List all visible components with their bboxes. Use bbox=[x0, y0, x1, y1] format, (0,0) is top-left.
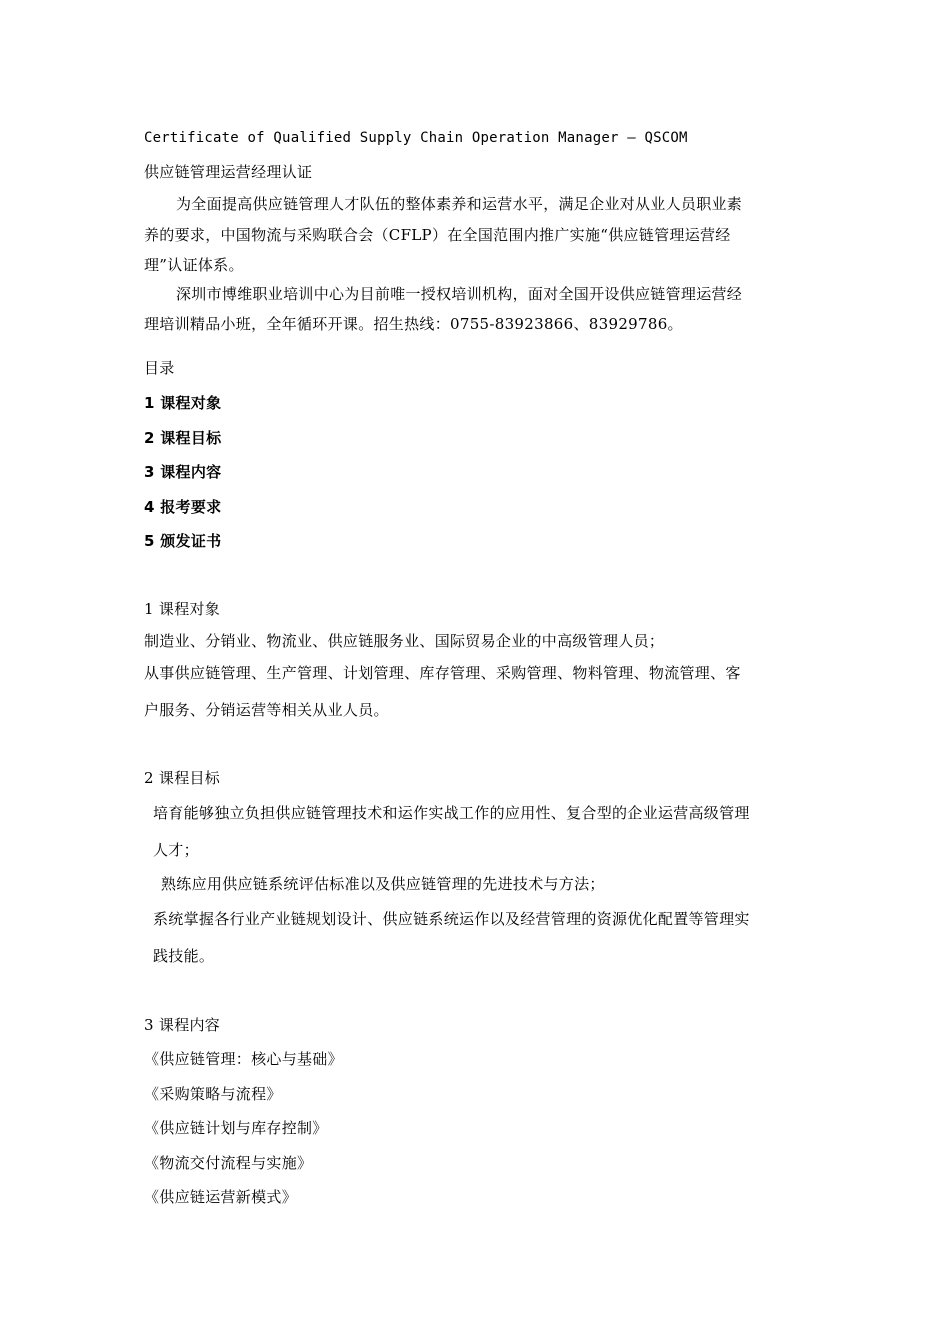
section-2-line-5: 践技能。 bbox=[153, 947, 215, 965]
course-item-2: 《采购策略与流程》 bbox=[144, 1085, 282, 1103]
english-title: Certificate of Qualified Supply Chain Operation Manager – QSCOM bbox=[144, 130, 688, 146]
section-2-line-3: 熟练应用供应链系统评估标准以及供应链管理的先进技术与方法； bbox=[161, 875, 605, 893]
course-item-5: 《供应链运营新模式》 bbox=[144, 1188, 298, 1206]
section-2-line-2: 人才； bbox=[153, 841, 199, 859]
intro-paragraph-1-line-2: 养的要求，中国物流与采购联合会（CFLP）在全国范围内推广实施“供应链管理运营经 bbox=[144, 226, 731, 244]
section-1-line-2: 从事供应链管理、生产管理、计划管理、库存管理、采购管理、物料管理、物流管理、客 bbox=[144, 664, 741, 682]
toc-item-1[interactable]: 1 课程对象 bbox=[144, 394, 222, 412]
toc-item-3[interactable]: 3 课程内容 bbox=[144, 463, 222, 481]
chinese-title: 供应链管理运营经理认证 bbox=[144, 163, 313, 181]
course-item-1: 《供应链管理：核心与基础》 bbox=[144, 1050, 343, 1068]
toc-item-5[interactable]: 5 颁发证书 bbox=[144, 532, 222, 550]
intro-paragraph-2-line-2: 理培训精品小班，全年循环开课。招生热线：0755-83923866、83929786。 bbox=[144, 315, 683, 333]
intro-paragraph-2-line-1: 深圳市博维职业培训中心为目前唯一授权培训机构，面对全国开设供应链管理运营经 bbox=[176, 285, 743, 303]
toc-item-2[interactable]: 2 课程目标 bbox=[144, 429, 222, 447]
section-3-heading: 3 课程内容 bbox=[144, 1016, 221, 1034]
section-2-line-1: 培育能够独立负担供应链管理技术和运作实战工作的应用性、复合型的企业运营高级管理 bbox=[153, 804, 750, 822]
section-2-heading: 2 课程目标 bbox=[144, 769, 221, 787]
section-1-line-1: 制造业、分销业、物流业、供应链服务业、国际贸易企业的中高级管理人员； bbox=[144, 632, 665, 650]
course-item-4: 《物流交付流程与实施》 bbox=[144, 1154, 313, 1172]
section-1-line-3: 户服务、分销运营等相关从业人员。 bbox=[144, 701, 389, 719]
course-item-3: 《供应链计划与库存控制》 bbox=[144, 1119, 328, 1137]
toc-heading: 目录 bbox=[144, 359, 175, 377]
section-1-heading: 1 课程对象 bbox=[144, 600, 221, 618]
toc-item-4[interactable]: 4 报考要求 bbox=[144, 498, 222, 516]
section-2-line-4: 系统掌握各行业产业链规划设计、供应链系统运作以及经营管理的资源优化配置等管理实 bbox=[153, 910, 750, 928]
intro-paragraph-1-line-1: 为全面提高供应链管理人才队伍的整体素养和运营水平，满足企业对从业人员职业素 bbox=[176, 195, 743, 213]
intro-paragraph-1-line-3: 理”认证体系。 bbox=[144, 256, 244, 274]
